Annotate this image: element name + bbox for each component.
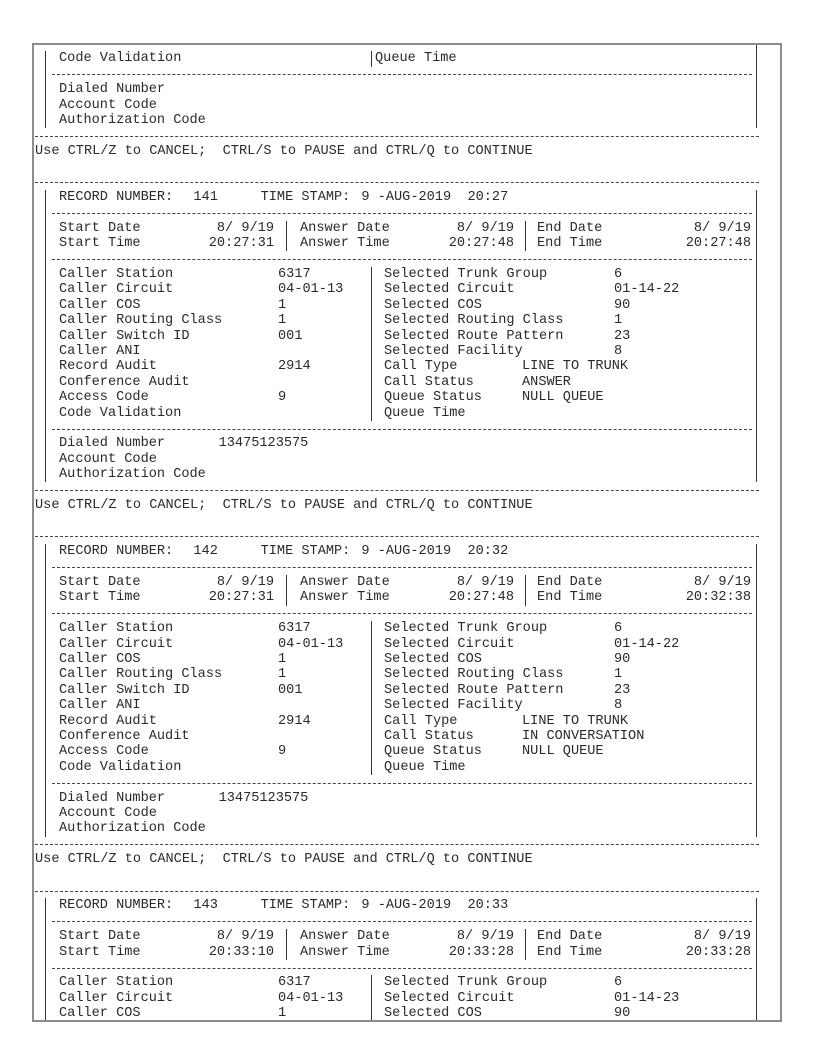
selected-cos: 90 <box>614 1006 631 1022</box>
dialed-number: 13475123575 <box>218 436 309 452</box>
start-time: 20:27:31 <box>208 590 274 606</box>
caller-switch-id: 001 <box>278 682 303 698</box>
selected-cos-label: Selected COS <box>384 297 482 313</box>
end-time: 20:27:48 <box>685 236 751 252</box>
selected-circuit: 01-14-23 <box>614 990 680 1006</box>
selected-cos: 90 <box>614 651 631 667</box>
caller-switch-id: 001 <box>278 328 303 344</box>
dashed-separator <box>52 74 752 75</box>
caller-cos-label: Caller COS <box>59 297 141 313</box>
selected-circuit-label: Selected Circuit <box>384 636 515 652</box>
vertical-divider <box>371 621 372 775</box>
vertical-divider <box>286 929 287 960</box>
caller-cos-label: Caller COS <box>59 1006 141 1022</box>
end-time-label: End Time <box>537 236 603 252</box>
box-left-border <box>45 436 46 482</box>
answer-date-label: Answer Date <box>300 574 390 590</box>
end-time-label: End Time <box>537 590 603 606</box>
record-audit-label: Record Audit <box>59 359 157 375</box>
box-left-border <box>45 190 46 467</box>
selected-trunk-group: 6 <box>614 621 623 637</box>
record-audit: 2914 <box>278 713 311 729</box>
selected-route-pattern-label: Selected Route Pattern <box>384 328 564 344</box>
account-code-label: Account Code <box>59 97 157 113</box>
box-right-border <box>756 436 757 482</box>
selected-cos-label: Selected COS <box>384 651 482 667</box>
time-stamp-label: TIME STAMP: <box>260 544 351 560</box>
vertical-divider <box>286 221 287 252</box>
queue-status-label: Queue Status <box>384 390 482 406</box>
selected-cos: 90 <box>614 297 631 313</box>
answer-time-label: Answer Time <box>300 590 390 606</box>
start-date: 8/ 9/19 <box>216 220 274 236</box>
answer-time-label: Answer Time <box>300 236 390 252</box>
record-number-label: RECORD NUMBER: <box>59 544 174 560</box>
selected-routing-class: 1 <box>614 667 623 683</box>
caller-ani-label: Caller ANI <box>59 343 141 359</box>
queue-time-label: Queue Time <box>375 51 457 67</box>
dashed-separator <box>35 136 759 137</box>
record-number-label: RECORD NUMBER: <box>59 898 174 914</box>
selected-route-pattern: 23 <box>614 328 631 344</box>
queue-time-label: Queue Time <box>384 405 466 421</box>
dashed-separator <box>35 536 759 537</box>
access-code-label: Access Code <box>59 390 149 406</box>
caller-circuit: 04-01-13 <box>278 282 344 298</box>
dashed-separator <box>52 213 752 214</box>
queue-status-label: Queue Status <box>384 744 482 760</box>
dashed-separator <box>52 613 752 614</box>
caller-station: 6317 <box>278 621 311 637</box>
selected-trunk-group: 6 <box>614 975 623 991</box>
box-right-border <box>756 43 757 128</box>
dialed-number-label: Dialed Number <box>59 436 166 452</box>
dashed-separator <box>52 567 752 568</box>
control-hint: Use CTRL/Z to CANCEL; CTRL/S to PAUSE and CTRL/Q to CONTINUE <box>35 852 533 868</box>
start-time-label: Start Time <box>59 236 141 252</box>
caller-cos-label: Caller COS <box>59 651 141 667</box>
dashed-separator <box>52 783 752 784</box>
end-date-label: End Date <box>537 574 603 590</box>
selected-cos-label: Selected COS <box>384 1006 482 1022</box>
end-time: 20:32:38 <box>685 590 751 606</box>
selected-route-pattern: 23 <box>614 682 631 698</box>
dashed-separator <box>35 490 759 491</box>
caller-station-label: Caller Station <box>59 975 174 991</box>
start-time: 20:33:10 <box>208 944 274 960</box>
answer-time: 20:27:48 <box>448 236 514 252</box>
start-time: 20:27:31 <box>208 236 274 252</box>
caller-cos: 1 <box>278 651 287 667</box>
dashed-separator <box>35 891 759 892</box>
selected-trunk-group-label: Selected Trunk Group <box>384 621 548 637</box>
end-date-label: End Date <box>537 220 603 236</box>
dashed-separator <box>52 259 752 260</box>
record-number-label: RECORD NUMBER: <box>59 189 174 205</box>
dialed-number: 13475123575 <box>218 790 309 806</box>
box-right-border <box>756 544 757 821</box>
box-right-border <box>756 190 757 467</box>
caller-ani-label: Caller ANI <box>59 698 141 714</box>
caller-routing-class-label: Caller Routing Class <box>59 667 223 683</box>
start-time-label: Start Time <box>59 944 141 960</box>
box-left-border <box>45 898 46 1021</box>
queue-status: NULL QUEUE <box>522 744 604 760</box>
selected-routing-class: 1 <box>614 313 623 329</box>
vertical-divider <box>371 267 372 421</box>
time-stamp: 9 -AUG-2019 20:32 <box>361 544 509 560</box>
start-date-label: Start Date <box>59 220 141 236</box>
selected-circuit-label: Selected Circuit <box>384 282 515 298</box>
dashed-separator <box>52 429 752 430</box>
answer-date-label: Answer Date <box>300 929 390 945</box>
caller-routing-class: 1 <box>278 667 287 683</box>
call-status-label: Call Status <box>384 374 474 390</box>
answer-time: 20:33:28 <box>448 944 514 960</box>
caller-circuit: 04-01-13 <box>278 990 344 1006</box>
account-code-label: Account Code <box>59 451 157 467</box>
time-stamp-label: TIME STAMP: <box>260 898 351 914</box>
account-code-label: Account Code <box>59 805 157 821</box>
answer-date-label: Answer Date <box>300 220 390 236</box>
selected-facility-label: Selected Facility <box>384 343 523 359</box>
code-validation-label: Code Validation <box>59 759 182 775</box>
code-validation-label: Code Validation <box>59 51 182 67</box>
call-status: ANSWER <box>522 374 571 390</box>
record-number: 141 <box>193 189 218 205</box>
call-type: LINE TO TRUNK <box>522 359 629 375</box>
caller-switch-id-label: Caller Switch ID <box>59 328 190 344</box>
caller-circuit-label: Caller Circuit <box>59 636 174 652</box>
box-right-border <box>756 791 757 837</box>
call-type: LINE TO TRUNK <box>522 713 629 729</box>
selected-circuit: 01-14-22 <box>614 636 680 652</box>
dialed-number-label: Dialed Number <box>59 790 166 806</box>
caller-station: 6317 <box>278 975 311 991</box>
selected-routing-class-label: Selected Routing Class <box>384 313 564 329</box>
box-left-border <box>45 51 46 128</box>
control-hint: Use CTRL/Z to CANCEL; CTRL/S to PAUSE and CTRL/Q to CONTINUE <box>35 143 533 159</box>
caller-cos: 1 <box>278 297 287 313</box>
authorization-code-label: Authorization Code <box>59 467 206 483</box>
access-code: 9 <box>278 744 287 760</box>
record-audit-label: Record Audit <box>59 713 157 729</box>
call-status: IN CONVERSATION <box>522 728 645 744</box>
selected-trunk-group-label: Selected Trunk Group <box>384 266 548 282</box>
caller-station-label: Caller Station <box>59 266 174 282</box>
caller-circuit: 04-01-13 <box>278 636 344 652</box>
caller-switch-id-label: Caller Switch ID <box>59 682 190 698</box>
selected-facility-label: Selected Facility <box>384 698 523 714</box>
call-status-label: Call Status <box>384 728 474 744</box>
selected-circuit: 01-14-22 <box>614 282 680 298</box>
selected-trunk-group: 6 <box>614 266 623 282</box>
conference-audit-label: Conference Audit <box>59 728 190 744</box>
time-stamp-label: TIME STAMP: <box>260 189 351 205</box>
end-date: 8/ 9/19 <box>693 929 751 945</box>
end-time: 20:33:28 <box>685 944 751 960</box>
access-code-label: Access Code <box>59 744 149 760</box>
control-hint: Use CTRL/Z to CANCEL; CTRL/S to PAUSE and CTRL/Q to CONTINUE <box>35 497 533 513</box>
queue-time-label: Queue Time <box>384 759 466 775</box>
end-date-label: End Date <box>537 929 603 945</box>
selected-routing-class-label: Selected Routing Class <box>384 667 564 683</box>
conference-audit-label: Conference Audit <box>59 374 190 390</box>
vertical-divider <box>371 975 372 1021</box>
start-date-label: Start Date <box>59 574 141 590</box>
box-left-border <box>45 544 46 821</box>
record-number: 142 <box>193 544 218 560</box>
end-date: 8/ 9/19 <box>693 220 751 236</box>
dashed-separator <box>35 182 759 183</box>
caller-circuit-label: Caller Circuit <box>59 990 174 1006</box>
answer-date: 8/ 9/19 <box>456 220 514 236</box>
start-date: 8/ 9/19 <box>216 929 274 945</box>
caller-station-label: Caller Station <box>59 621 174 637</box>
caller-circuit-label: Caller Circuit <box>59 282 174 298</box>
caller-routing-class-label: Caller Routing Class <box>59 313 223 329</box>
vertical-divider <box>525 221 526 252</box>
vertical-divider <box>286 575 287 606</box>
answer-time: 20:27:48 <box>448 590 514 606</box>
end-date: 8/ 9/19 <box>693 574 751 590</box>
caller-routing-class: 1 <box>278 313 287 329</box>
start-time-label: Start Time <box>59 590 141 606</box>
time-stamp: 9 -AUG-2019 20:33 <box>361 898 509 914</box>
code-validation-label: Code Validation <box>59 405 182 421</box>
vertical-divider <box>525 929 526 960</box>
authorization-code-label: Authorization Code <box>59 821 206 837</box>
box-right-border <box>756 898 757 1021</box>
call-type-label: Call Type <box>384 359 458 375</box>
dashed-separator <box>52 968 752 969</box>
time-stamp: 9 -AUG-2019 20:27 <box>361 189 509 205</box>
end-time-label: End Time <box>537 944 603 960</box>
selected-facility: 8 <box>614 343 623 359</box>
vertical-divider <box>525 575 526 606</box>
call-type-label: Call Type <box>384 713 458 729</box>
answer-date: 8/ 9/19 <box>456 574 514 590</box>
caller-station: 6317 <box>278 266 311 282</box>
queue-status: NULL QUEUE <box>522 390 604 406</box>
answer-date: 8/ 9/19 <box>456 929 514 945</box>
record-audit: 2914 <box>278 359 311 375</box>
terminal-output-frame <box>32 43 782 1022</box>
caller-cos: 1 <box>278 1006 287 1022</box>
selected-circuit-label: Selected Circuit <box>384 990 515 1006</box>
selected-trunk-group-label: Selected Trunk Group <box>384 975 548 991</box>
record-number: 143 <box>193 898 218 914</box>
access-code: 9 <box>278 390 287 406</box>
dashed-separator <box>52 921 752 922</box>
answer-time-label: Answer Time <box>300 944 390 960</box>
start-date-label: Start Date <box>59 929 141 945</box>
box-left-border <box>45 791 46 837</box>
authorization-code-label: Authorization Code <box>59 112 206 128</box>
dialed-number-label: Dialed Number <box>59 82 166 98</box>
start-date: 8/ 9/19 <box>216 574 274 590</box>
selected-route-pattern-label: Selected Route Pattern <box>384 682 564 698</box>
selected-facility: 8 <box>614 698 623 714</box>
vertical-divider <box>371 51 372 66</box>
dashed-separator <box>35 844 759 845</box>
